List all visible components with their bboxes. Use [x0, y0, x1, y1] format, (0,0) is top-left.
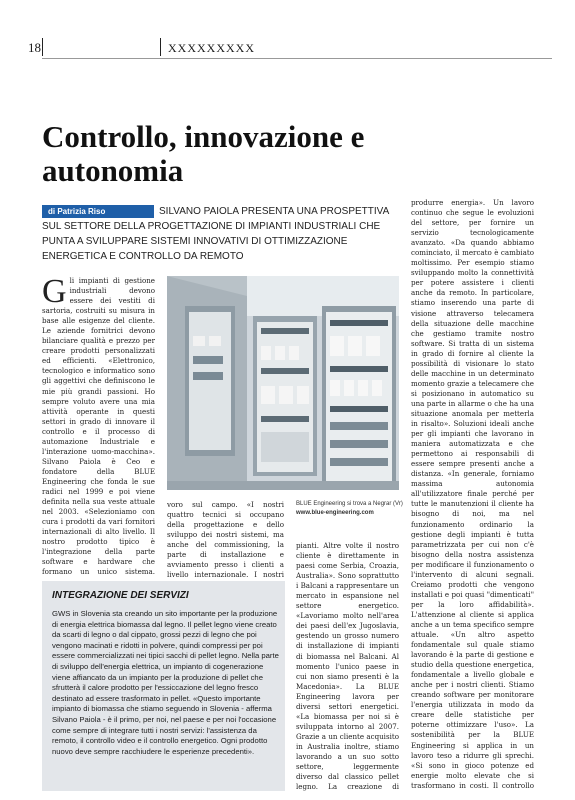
article-column-1: [42, 276, 155, 578]
byline: di Patrizia Riso: [42, 205, 154, 218]
article-column-3: pianti. Altre volte il nostro cliente è direttamente in paesi come Serbia, Croazia, Australia». Sono soprattutto i Balcani a rappresentare un mercato in espansione nel settore energetico. «Lavoriamo molto nell'area dei paesi dell'ex Jugoslavia, gestendo un grosso numero di installazione di impianti di biomassa nel Balcani. Al momento l'unico paese in cui non siamo presenti è la Macedonia». La BLUE Engineering lavora per diversi settori energetici. «La biomassa per noi si è sviluppata intorno al 2007. Grazie a un cliente acquisito in Australia inoltre, stiamo lavorando a un suo sotto settore, leggermente diverso dal classico pellet legno. La creazione di: [296, 541, 399, 791]
article-photo: [167, 276, 399, 490]
article-column-4: produrre energia». Un lavoro continuo che segue le evoluzioni del settore, per fornire un servizio tecnologicamente avanzato. «Da quando abbiamo cominciato, il mercato è cambiato moltissimo. Per esempio stiamo sviluppando molto la connettività per potere assistere i clienti anche da remoto. In particolare, stiamo inserendo una parte di visione attraverso telecamera della situazione delle macchine che gestiamo tramite nostro software. Si tratta di un sistema in grado di fornire al cliente la possibilità di visionare lo stato delle macchine in un determinato momento grazie a telecamere che si posizionano in automatico su una parte in allarme o che ha una situazione anomala per metterla in risalto». Soluzioni ideali anche per gli impianti che lavorano in maniera automatizzata e che permettono ai responsabili di essere sempre presenti anche a distanza. «In generale, forniamo massima autonomia all'utilizzatore finale perché per tutte le manutenzioni il cliente ha bisogno di noi, ma nel funzionamento ordinario la gestione degli impianti è tutta parametrizzata per cui non c'è bisogno della nostra assistenza per modificare il funzionamento o l'intervento di alcuni segnali. Creiamo prodotti che vengono installati e poi quasi "dimenticati" per la loro affidabilità». L'attenzione al cliente si applica anche a un tema specifico sempre attuale. «Un altro aspetto fondamentale sul quale stiamo lavorando è la parte di gestione e studio della questione energetica, fondamentale a livello globale e anche per i nostri clienti. Stiamo creando software per monitorare l'energia utilizzata in modo da creare delle statistiche per poterne ottimizzare l'uso». La sostenibilità per la BLUE Engineering si applica in un lavoro teso a ridurre gli sprechi. «Si sono in gioco potenze ed energie molto elevate che si trasformano in costi. Il controllo: [411, 198, 534, 790]
column-text: li impianti di gestione industriali devono essere dei vestiti di sartoria, costruiti su misura in base alle esigenze del cliente. Le aziende fornitrici devono bilanciare qualità e prezzo per creare prodotti personalizzati ed efficienti. «Elettronico, tecnologico e informatico sono gli aggettivi che definiscono le mie più grandi passioni. Ho sempre voluto avere una mia attività operante in questi settori in grado di innovare il controllo e il processo di automazione Industriale e l'interazione uomo-macchina». Silvano Paiola è Ceo e fondatore della BLUE Engineering che fonda le sue radici nel 1999 e poi viene definita nella sua veste attuale nel 2003. «Selezioniamo con cura i prodotti da vari fornitori internazionali di alto livello. Il nostro prodotto tipico è l'integrazione della parte software e hardware che formano un unico sistema.: [42, 276, 155, 577]
article-column-2: voro sul campo. «I nostri quattro tecnici si occupano della progettazione e dello sviluppo dei nostri sistemi, ma anche del commissioning, la parte di installazione e avviamento presso i clienti a livello internazionale. I nostri: [167, 500, 284, 580]
article-title: Controllo, innovazione e autonomia: [42, 119, 365, 188]
sidebar-box: [42, 581, 285, 791]
section-name: XXXXXXXXX: [168, 41, 255, 55]
box-text: GWS in Slovenia sta creando un sito importante per la produzione di energia elettrica biomassa dal legno. Il pellet legno viene creato da scarti di legno o dal cippato, grossi pezzi di legno che poi vengono macinati e ridotti in polvere, quindi compressi per poi essere commercializzati nei tipici sacchi di pellet legno. Nella parte di sviluppo dell'energia elettrica, un impianto di cogenerazione viene affiancato da un impianto per la produzione di pellet che sfrutterà il calore prodotto per l'essiccazione del legno fresco destinato ad essere trasformato in pellet. «Questo importante impianto di biomassa che stiamo seguendo in Slovenia - afferma Silvano Paiola - è il primo, per noi, nel paese e per noi l'occasione come sempre di integrare tutti i nostri servizi: l'assistenza da remoto, il controllo video e il controllo energetico. Ogni prodotto nuovo deve sempre racchiudere le esperienze precedenti».: [52, 609, 279, 756]
header-divider: [42, 38, 43, 56]
article-subtitle: SILVANO PAIOLA PRESENTA UNA PROSPETTIVA SUL SETTORE DELLA PROGETTAZIONE DI IMPIANTI INDUSTRIALI CHE PUNTA A SVILUPPARE SISTEMI INNOVATIVI DI OTTIMIZZAZIONE ENERGETICA E CONTROLLO DA REMOTO: [42, 206, 389, 262]
caption-text: BLUE Engineering si trova a Negrar (Vr): [296, 501, 403, 507]
header-rule: [42, 58, 552, 59]
photo-caption: [296, 500, 406, 518]
caption-url[interactable]: www.blue-engineering.com: [296, 510, 374, 516]
box-title: INTEGRAZIONE DEI SERVIZI: [52, 590, 189, 601]
dropcap: G: [42, 276, 67, 310]
header-divider: [160, 38, 161, 56]
page-number: 18: [28, 40, 41, 55]
